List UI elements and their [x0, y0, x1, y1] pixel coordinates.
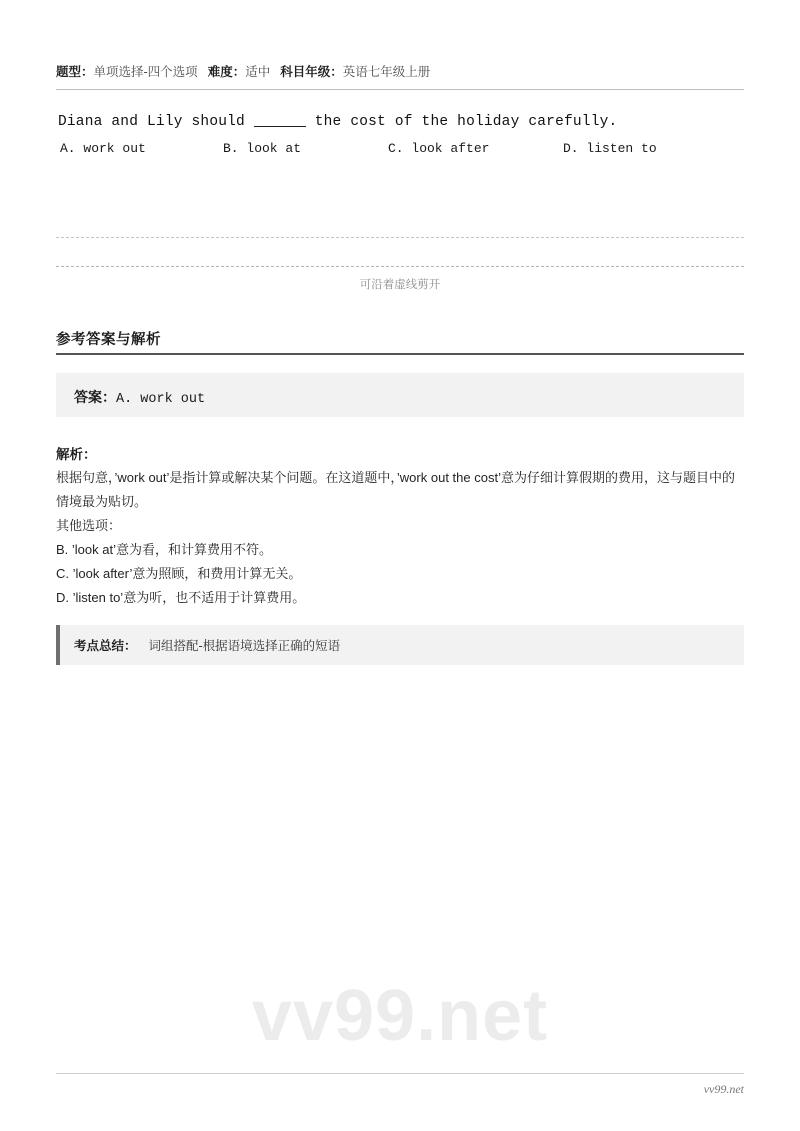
answer-section-title: 参考答案与解析: [56, 332, 161, 348]
analysis-line-4: C. ’look after’意为照顾，和费用计算无关。: [56, 566, 302, 581]
subject-grade-value: 英语七年级上册: [342, 65, 431, 79]
answer-value: A. work out: [116, 392, 206, 407]
question-type-label: 题型：: [56, 65, 94, 79]
analysis-label: 解析：: [56, 447, 97, 462]
option-c[interactable]: C. look after: [388, 141, 490, 156]
subject-grade-label: 科目年级：: [280, 65, 343, 79]
question-options: [60, 141, 750, 156]
keypoint-box: [56, 625, 744, 665]
question-stem-after: the cost of the holiday carefully.: [305, 114, 618, 130]
answer-blank: [254, 113, 306, 127]
analysis-line-3: B. ’look at’意为看，和计算费用不符。: [56, 542, 272, 557]
answer-label: 答案：: [74, 389, 116, 405]
footer-divider: [56, 1073, 744, 1074]
dashed-line-upper: [56, 237, 744, 238]
dashed-line-lower: [56, 266, 744, 267]
answer-section-divider: [56, 353, 744, 355]
option-b[interactable]: B. look at: [223, 141, 302, 156]
analysis-line-5: D. ’listen to’意为听，也不适用于计算费用。: [56, 590, 306, 605]
meta-divider: [56, 89, 744, 90]
analysis-line-1: 根据句意，’work out’是指计算或解决某个问题。在这道题中，’work out the cost’意为仔细计算假期的费用，这与题目中的情境最为贴切。: [56, 470, 735, 509]
option-d[interactable]: D. listen to: [563, 141, 657, 156]
footer-site-name: vv99.net: [703, 1082, 744, 1096]
difficulty-label: 难度：: [207, 65, 246, 79]
watermark: vv99.net: [251, 976, 549, 1056]
question-meta-row: [56, 62, 744, 80]
question-type-value: 单项选择-四个选项: [93, 65, 198, 79]
question-stem: [58, 113, 748, 130]
keypoint-label: 考点总结：: [74, 639, 137, 653]
question-stem-before: Diana and Lily should: [58, 114, 254, 130]
analysis-body: [56, 466, 746, 610]
cut-instruction: 可沿着虚线剪开: [359, 279, 441, 291]
analysis-line-2: 其他选项：: [56, 518, 122, 533]
option-a[interactable]: A. work out: [60, 141, 146, 156]
answer-line: [74, 387, 205, 407]
difficulty-value: 适中: [245, 65, 271, 79]
keypoint-text: 词组搭配-根据语境选择正确的短语: [148, 639, 341, 653]
